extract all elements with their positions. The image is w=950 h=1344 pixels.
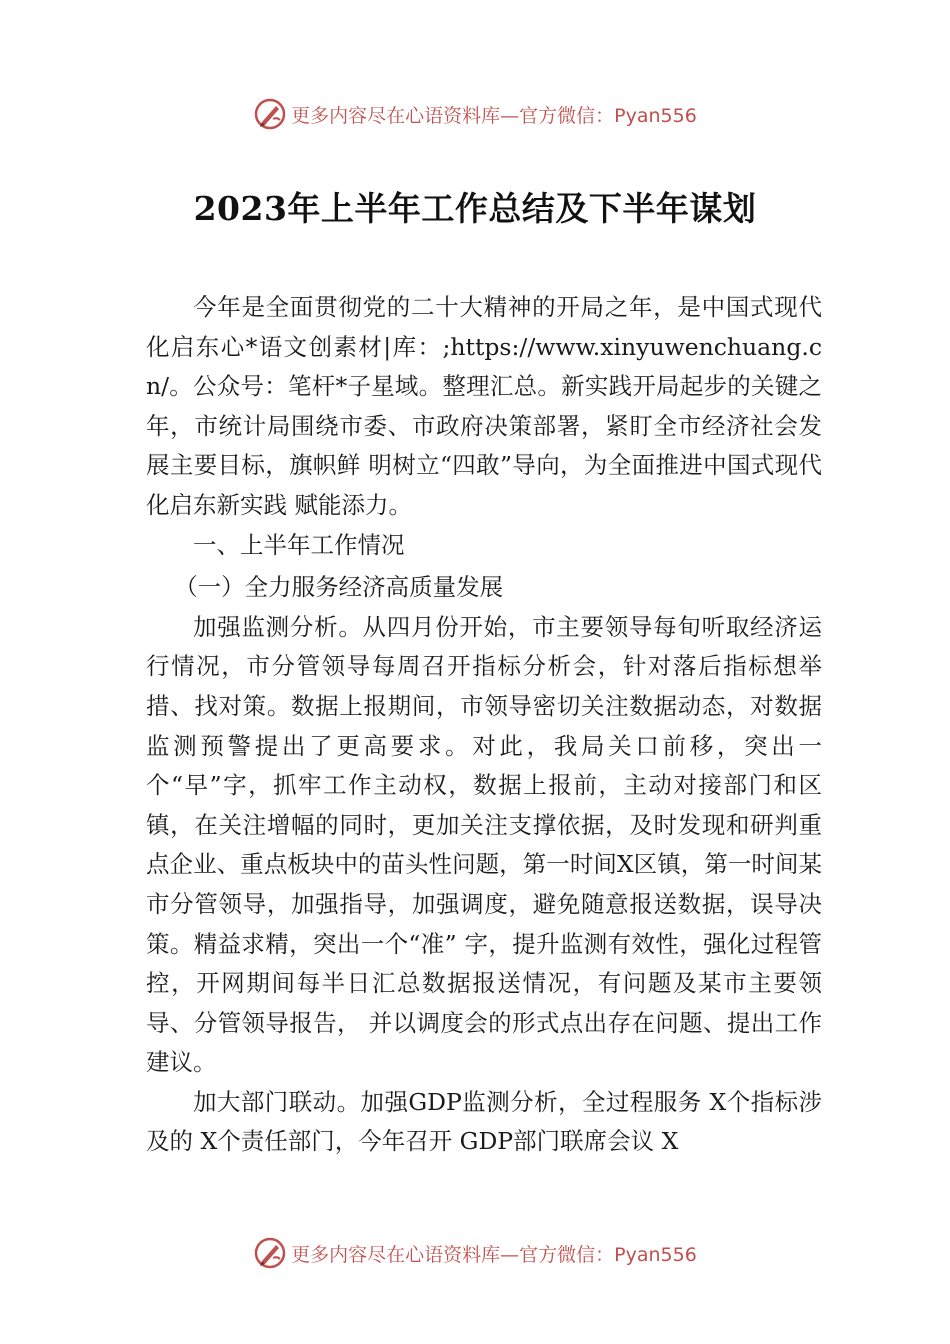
wechat-id: Pyan556: [614, 1243, 697, 1266]
paragraph-coordination: 加大部门联动。加强GDP监测分析，全过程服务 X个指标涉及的 X个责任部门，今年召开 GDP部门联席会议 X: [146, 1087, 823, 1156]
paragraph-intro: 今年是全面贯彻党的二十大精神的开局之年，是中国式现代化启东心*语文创素材|库：;https://www.xinyuwenchuang.cn/。公众号：笔杆*子星域。整理汇总。新实践开局起步的关键之年，市统计局围绕市委、市政府决策部署，紧盯全市经济社会发展主要目标，旗帜鲜 明树立“四敢”导向，为全面推进中国式现代化启东新实践 赋能添力。: [146, 293, 822, 519]
paragraph-monitoring: 加强监测分析。从四月份开始，市主要领导每旬听取经济运行情况，市分管领导每周召开指标分析会，针对落后指标想举措、找对策。数据上报期间，市领导密切关注数据动态，对数据监测预警提出了更高要求。对此，我局关口前移，突出一个“早”字，抓牢工作主动权，数据上报前，主动对接部门和区镇，在关注增幅的同时，更加关注支撑依据，及时发现和研判重点企业、重点板块中的苗头性问题，第一时间X区镇，第一时间某市分管领导，加强指导，加强调度，避免随意报送数据，误导决策。精益求精，突出一个“准” 字，提升监测有效性，强化过程管控，开网期间每半日汇总数据报送情况，有问题及某市主要领导、分管领导报告， 并以调度会的形式点出存在问题、提出工作建议。: [146, 612, 822, 1077]
watermark-banner-top: [0, 94, 950, 134]
watermark-banner-bottom: [0, 1233, 950, 1273]
watermark-text: 更多内容尽在心语资料库—官方微信：Pyan556: [291, 104, 697, 127]
pen-logo-icon: [253, 97, 287, 131]
document-title: 2023年上半年工作总结及下半年谋划: [193, 189, 757, 228]
pen-logo-icon: [253, 1236, 287, 1270]
section-heading: 一、上半年工作情况: [193, 530, 405, 559]
document-body: [146, 288, 822, 1162]
wechat-id: Pyan556: [614, 104, 697, 127]
watermark-text: 更多内容尽在心语资料库—官方微信：Pyan556: [291, 1243, 697, 1266]
subsection-heading: （一）全力服务经济高质量发展: [174, 573, 504, 602]
